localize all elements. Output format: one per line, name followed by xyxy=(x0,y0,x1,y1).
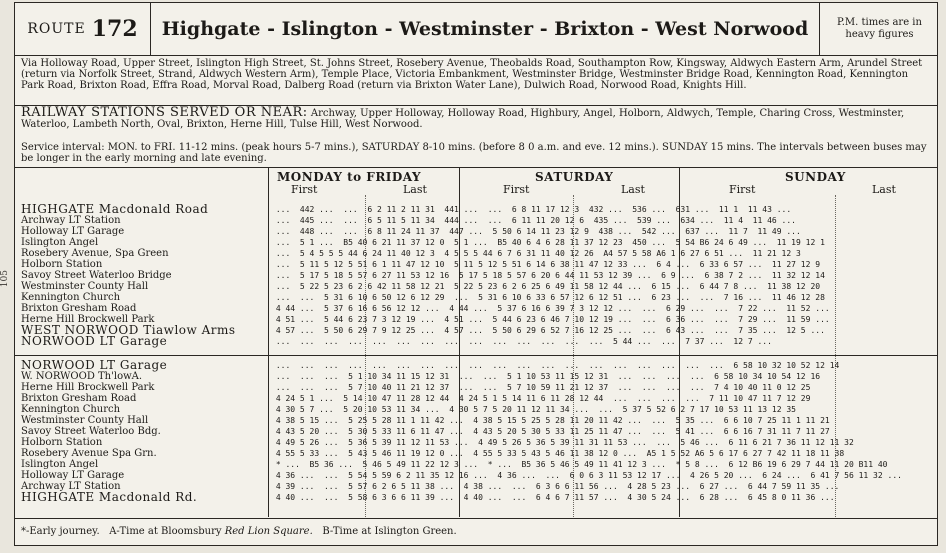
footnotes xyxy=(21,526,457,537)
stop-name: Kennington Church xyxy=(21,292,121,303)
stop-name: Brixton Gresham Road xyxy=(21,393,137,404)
stop-name: Herne Hill Brockwell Park xyxy=(21,382,155,393)
southbound-times-row: * ... B5 36 ... 5 46 5 49 11 22 12 3 ... * ... B5 36 5 46 5 49 11 41 12 3 ... * 5 8 ... 6 12 B6 19 6 29 7 44 11 20 B11 40 xyxy=(271,460,888,469)
southbound-times-row: 4 24 5 1 ... 5 14 10 47 11 28 12 44 4 24 5 1 5 14 11 6 11 28 12 44 ... ... ... ... 7 11 10 47 11 7 12 29 xyxy=(271,394,811,403)
northbound-times-row: ... 442 ... ... 6 2 11 2 11 31 441 ... ... 6 8 11 17 12 3 432 ... 536 ... 631 ... 11 1 11 43 ... xyxy=(271,205,792,214)
sun-last-label: Last xyxy=(872,183,896,196)
northbound-times-row: ... 445 ... ... 6 5 11 5 11 34 444 ... ... 6 11 11 20 12 6 435 ... 539 ... 634 ... 11 4 11 46 ... xyxy=(271,216,796,225)
header-saturday: SATURDAY xyxy=(535,170,614,184)
stop-name: HIGHGATE Macdonald Rd. xyxy=(21,490,198,504)
header-mon-fri: MONDAY to FRIDAY xyxy=(277,170,422,184)
northbound-times-row: ... ... ... ... ... ... ... ... ... ... ... ... ... ... 5 44 ... ... 7 37 ... 12 7 ... xyxy=(271,337,772,346)
footnote-a: A-Time at Bloomsbury xyxy=(109,526,222,537)
sat-first-label: First xyxy=(503,183,530,196)
railway-heading: RAILWAY STATIONS SERVED OR NEAR: xyxy=(21,105,308,120)
route-number: 172 xyxy=(91,16,138,42)
mf-first-label: First xyxy=(291,183,318,196)
northbound-times-row: ... ... 5 31 6 10 6 50 12 6 12 29 ... 5 31 6 10 6 33 6 57 12 6 12 51 ... 6 23 ... ... 7 16 ... 11 46 12 28 xyxy=(271,293,825,302)
stop-name: Holloway LT Garage xyxy=(21,470,125,481)
stop-name: Westminster County Hall xyxy=(21,281,149,292)
stop-name: Herne Hill Brockwell Park xyxy=(21,314,155,325)
southbound-times-row: 4 38 5 15 ... 5 25 5 28 11 1 11 42 ... 4 38 5 15 5 25 5 28 11 20 11 42 ... ... 5 35 ... 6 6 10 7 25 11 1 11 21 xyxy=(271,416,830,425)
southbound-times-row: 4 36 ... ... 5 54 5 59 6 2 11 35 12 16 ... 4 36 ... ... 6 0 6 3 11 53 12 17 ... 4 26 5 20 ... 6 24 ... 6 41 7 56 11 32 ... xyxy=(271,471,902,480)
route-word: ROUTE xyxy=(27,21,86,37)
northbound-times-row: ... 5 11 5 12 5 51 6 1 11 47 12 10 5 11 5 12 5 51 6 14 6 38 11 47 12 33 ... 6 4 ... 6 33 6 57 ... 11 27 12 9 xyxy=(271,260,821,269)
stop-name: NORWOOD LT Garage xyxy=(21,334,168,348)
via-description: Via Holloway Road, Upper Street, Islington High Street, St. Johns Street, Rosebery Avenue, Theobalds Road, Southampton Row, Kingsway, Aldwych Eastern Arm, Arundel Street (return via Norfolk Street, Strand, Aldwych Western Arm), Temple Place, Victoria Embankment, Westminster Bridge, Westminster Bridge Road, Kennington Road, Kennington Park Road, Brixton Road, Effra Road, Morval Road, Dalberg Road (return via Brixton Water Lane), Dulwich Road, Norwood Road, Knights Hill. xyxy=(21,58,923,91)
route-title: Highgate - Islington - Westminster - Brixton - West Norwood xyxy=(151,3,820,55)
footnote-early: *-Early journey. xyxy=(21,526,100,537)
timetable-header xyxy=(15,3,937,56)
northbound-times-row: ... 5 17 5 18 5 57 6 27 11 53 12 16 5 17 5 18 5 57 6 20 6 44 11 53 12 39 ... 6 9 ... 6 38 7 2 ... 11 32 12 14 xyxy=(271,271,825,280)
stop-name: Islington Angel xyxy=(21,459,99,470)
divider-directions xyxy=(15,355,937,356)
stop-name: WEST NORWOOD Tiawlow Arms xyxy=(21,323,236,337)
stop-name: Islington Angel xyxy=(21,237,99,248)
railway-list: Archway, Upper Holloway, Holloway Road, Highbury, Angel, Holborn, Aldwych, Temple, Charing Cross, Westminster, Waterloo, Lambeth North, Oval, Brixton, Herne Hill, Tulse Hill, West Norwood. xyxy=(21,108,905,130)
southbound-times-row: 4 55 5 33 ... 5 43 5 46 11 19 12 0 ... 4 55 5 33 5 43 5 46 11 38 12 0 ... A5 1 5 52 A6 5 6 17 6 27 7 42 11 18 11 38 xyxy=(271,449,845,458)
northbound-times-row: ... 5 1 ... B5 40 6 21 11 37 12 0 5 1 ... B5 40 6 4 6 28 11 37 12 23 450 ... 5 54 B6 24 6 49 ... 11 19 12 1 xyxy=(271,238,825,247)
northbound-times-row: ... 5 4 5 5 5 44 6 24 11 40 12 3 4 5 5 5 44 6 7 6 31 11 40 12 26 A4 57 5 58 A6 1 6 27 6 51 ... 11 21 12 3 xyxy=(271,249,801,258)
railway-stations xyxy=(21,107,929,130)
sun-first-label: First xyxy=(729,183,756,196)
stop-name: NORWOOD LT Garage xyxy=(21,358,168,372)
service-interval: Service interval: MON. to FRI. 11-12 mins. (peak hours 5-7 mins.), SATURDAY 8-10 mins. (before 8 0 a.m. and eve. 12 mins.). SUNDAY 15 mins. The intervals between buses may be longer in the early morning and late evening. xyxy=(21,142,927,164)
northbound-times-row: ... 5 22 5 23 6 2 6 42 11 58 12 21 5 22 5 23 6 2 6 25 6 49 11 58 12 44 ... 6 15 ... 6 44 7 8 ... 11 38 12 20 xyxy=(271,282,821,291)
stop-name: Archway LT Station xyxy=(21,481,121,492)
southbound-times-row: 4 30 5 7 ... 5 20 10 53 11 34 ... 4 30 5 7 5 20 11 12 11 34 ... ... 5 37 5 52 6 2 7 17 10 53 11 13 12 35 xyxy=(271,405,796,414)
southbound-times-row: 4 39 ... ... 5 57 6 2 6 5 11 38 ... 4 38 ... ... 6 3 6 6 11 56 ... 4 28 5 23 ... 6 27 ... 6 44 7 59 11 35 ... xyxy=(271,482,840,491)
stop-name: Holloway LT Garage xyxy=(21,226,125,237)
stop-name: W. NORWOOD Th'lowA. xyxy=(21,371,143,382)
stop-name: Westminster County Hall xyxy=(21,415,149,426)
stop-name: Savoy Street Waterloo Bridge xyxy=(21,270,172,281)
southbound-times-row: ... ... ... 5 7 10 40 11 21 12 37 ... ... 5 7 10 59 11 21 12 37 ... ... ... ... 7 4 10 40 11 0 12 25 xyxy=(271,383,811,392)
route-box xyxy=(15,3,151,55)
stop-name: Holborn Station xyxy=(21,437,103,448)
footnote-b: B-Time at Islington Green. xyxy=(322,526,457,537)
side-page-number: 105 xyxy=(0,270,10,288)
southbound-times-row: 4 43 5 20 ... 5 30 5 33 11 6 11 47 ... 4 43 5 20 5 30 5 33 11 25 11 47 ... ... 5 41 ... 6 6 16 7 31 11 7 11 27 xyxy=(271,427,830,436)
southbound-block xyxy=(15,360,937,510)
divider-service xyxy=(15,167,937,168)
header-sunday: SUNDAY xyxy=(785,170,846,184)
mf-last-label: Last xyxy=(403,183,427,196)
stop-name: Brixton Gresham Road xyxy=(21,303,137,314)
stop-name: Savoy Street Waterloo Bdg. xyxy=(21,426,161,437)
stop-name: HIGHGATE Macdonald Road xyxy=(21,202,209,216)
northbound-times-row: 4 44 ... 5 37 6 16 6 56 12 12 ... 4 44 ... 5 37 6 16 6 39 7 3 12 12 ... ... 6 29 ... ... 7 22 ... 11 52 ... xyxy=(271,304,830,313)
southbound-times-row: 4 49 5 26 ... 5 36 5 39 11 12 11 53 ... 4 49 5 26 5 36 5 39 11 31 11 53 ... ... 5 46 ... 6 11 6 21 7 36 11 12 11 32 xyxy=(271,438,854,447)
sat-last-label: Last xyxy=(621,183,645,196)
stop-name: Kennington Church xyxy=(21,404,121,415)
northbound-times-row: 4 57 ... 5 50 6 29 7 9 12 25 ... 4 57 ... 5 50 6 29 6 52 7 16 12 25 ... ... 6 43 ... ... 7 35 ... 12 5 ... xyxy=(271,326,825,335)
stop-name: Rosebery Avenue Spa Grn. xyxy=(21,448,157,459)
southbound-times-row: ... ... ... 5 1 10 34 11 15 12 31 ... ... 5 1 10 53 11 15 12 31 ... ... ... ... 6 58 10 34 10 54 12 16 xyxy=(271,372,821,381)
northbound-times-row: 4 51 ... 5 44 6 23 7 3 12 19 ... 4 51 ... 5 44 6 23 6 46 7 10 12 19 ... ... 6 36 ... ... 7 29 ... 11 59 ... xyxy=(271,315,830,324)
stop-name: Archway LT Station xyxy=(21,215,121,226)
stop-name: Holborn Station xyxy=(21,259,103,270)
divider-footer xyxy=(15,518,937,519)
footnote-a-place: Red Lion Square. xyxy=(224,526,313,537)
timetable-sheet xyxy=(14,2,938,546)
northbound-block xyxy=(15,204,937,352)
pm-note: P.M. times are in heavy figures xyxy=(837,17,922,40)
stop-name: Rosebery Avenue, Spa Green xyxy=(21,248,169,259)
southbound-times-row: ... ... ... ... ... ... ... ... ... ... ... ... ... ... ... ... ... ... ... 6 58 10 32 10 52 12 14 xyxy=(271,361,840,370)
northbound-times-row: ... 448 ... ... 6 8 11 24 11 37 447 ... 5 50 6 14 11 23 12 9 438 ... 542 ... 637 ... 11 7 11 49 ... xyxy=(271,227,801,236)
southbound-times-row: 4 40 ... ... 5 58 6 3 6 6 11 39 ... 4 40 ... ... 6 4 6 7 11 57 ... 4 30 5 24 ... 6 28 ... 6 45 8 0 11 36 ... xyxy=(271,493,835,502)
